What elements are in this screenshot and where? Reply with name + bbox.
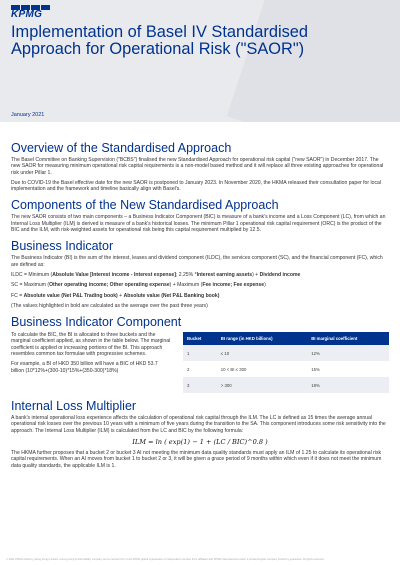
components-paragraph: The new SAOR consists of two main components – a Business Indicator Component (BIC) is measure of a bank's income and a Loss Component (LC), from which an Internal Loss Multiplier (ILM) is derived is measure of a bank's historical losses. The minimum Pillar 1 operational risk capital requirement (ORC) is the product of the BIC and the ILM, with risk-weighted assets for operational risk being this capital requirement multiplied by 12.5. (11, 214, 386, 234)
logo-text: KPMG (11, 9, 43, 20)
table-row (183, 345, 389, 361)
ilm-formula: ILM = ln ( exp(1) − 1 + (LC / BIC)^0.8 ) (132, 438, 268, 447)
bic-table (183, 332, 389, 393)
bi-paragraph: The Business Indicator (BI) is the sum of the interest, leases and dividend component (ILDC), the services component (SC), and the financial component (FC), which are defined as: (11, 255, 383, 268)
bic-paragraph-1: To calculate the BIC, the BI is allocated to three buckets and the marginal coefficient applied, as shown in the table below. The marginal coefficient is applied or increasing portions of the BI. This approach resembles common tax formulae with progressive schemes. (11, 332, 171, 358)
table-row (183, 361, 389, 377)
table-header-cell: Bucket (183, 332, 217, 345)
fc-formula: FC = Absolute value (Net P&L Trading book) + Absolute value (Net P&L Banking book) (11, 292, 220, 299)
ildc-formula: ILDC = Minimum (Absolute Value [Interest income - Interest expense]; 2.25% *Interest earning assets) + Dividend income (11, 271, 301, 278)
table-cell: 1 (183, 345, 217, 361)
bic-text (11, 332, 171, 393)
header-decoration (227, 0, 400, 122)
table-cell: > 300 (217, 377, 307, 393)
table-row (183, 377, 389, 393)
table-cell: 10 < BI ≤ 300 (220, 366, 247, 372)
ilm-paragraph-2: The HKMA further proposes that a bucket 2 or bucket 3 AI not meeting the minimum data quality standards must apply an ILM of 1.25 to calculate its operational risk capital requirements. When an AI moves from bucket 1 to bucket 2 or 3, it will be given a grace period of 9 months within which even if it does not meet the minimum data quality standards, the applicable ILM is 1. (11, 450, 382, 469)
document-title: Implementation of Basel IV Standardised Approach for Operational Risk ("SAOR") (11, 23, 309, 59)
table-cell: 2 (187, 366, 190, 372)
table-cell: 15% (311, 366, 320, 372)
table-header-row (183, 332, 389, 345)
table-cell: 12% (307, 345, 389, 361)
ilm-heading: Internal Loss Multiplier (11, 399, 137, 414)
table-header-cell: BI marginal coefficient (307, 332, 389, 345)
bic-paragraph-2: For example, a BI of HKD 350 billion will have a BIC of HKD 53.7 billion (10*12%+(300-10)*15%+(350-300)*18%) (11, 361, 158, 374)
sc-formula: SC = Maximum (Other operating income; Other operating expense) + Maximum (Fee income; Fee expense) (11, 282, 266, 289)
bic-section (11, 332, 389, 393)
footer-legal: © 2021 KPMG Advisory (Hong Kong) Limited, a Hong Kong limited liability company and a member firm of the KPMG global organisation of independent member firms affiliated with KPMG International Limited, a private English company limited by guarantee. All rights reserved. (6, 558, 325, 561)
document-date: January 2021 (11, 112, 45, 118)
table-cell: 18% (307, 377, 389, 393)
components-heading: Components of the New Standardised Approach (11, 198, 279, 213)
table-cell: 3 (183, 377, 217, 393)
main-content (11, 141, 389, 469)
kpmg-logo (11, 5, 51, 20)
bi-heading: Business Indicator (11, 239, 114, 254)
table-header-cell: BI range (in HKD billions) (217, 332, 307, 345)
bic-heading: Business Indicator Component (11, 315, 182, 330)
overview-paragraph-1: The Basel Committee on Banking Supervision ("BCBS") finalised the new Standardised Approach for operational risk capital ("new SAOR") in December 2017. The new SAOR for measuring minimum operational risk capital requirements is a non-model based method and it will replace all three existing approaches for operational risk under Pillar 1. (11, 157, 384, 176)
table-cell: ≤ 10 (217, 345, 307, 361)
ilm-paragraph-1: A bank's internal operational loss experience affects the calculation of operational risk capital through the ILM. The LC is defined as 15 times the average annual operational risk losses over the previous 10 years with a minimum of five years during the transition to the SA. This component introduces some risk sensitivity into the approach. The Internal Loss Multiplier (ILM) is calculated from the LC and BIC by the following formula: (11, 415, 386, 434)
header-banner (0, 0, 400, 122)
overview-paragraph-2: Due to COVID-19 the Basel effective date for the new SAOR is postponed to January 2023. In November 2020, the HKMA released their consultation paper for local implementation and the framework and timeline basically align with Basel's. (11, 179, 381, 193)
overview-heading: Overview of the Standardised Approach (11, 141, 232, 155)
bi-note: (The values highlighted in bold are calculated as the average over the past three years) (11, 302, 208, 309)
